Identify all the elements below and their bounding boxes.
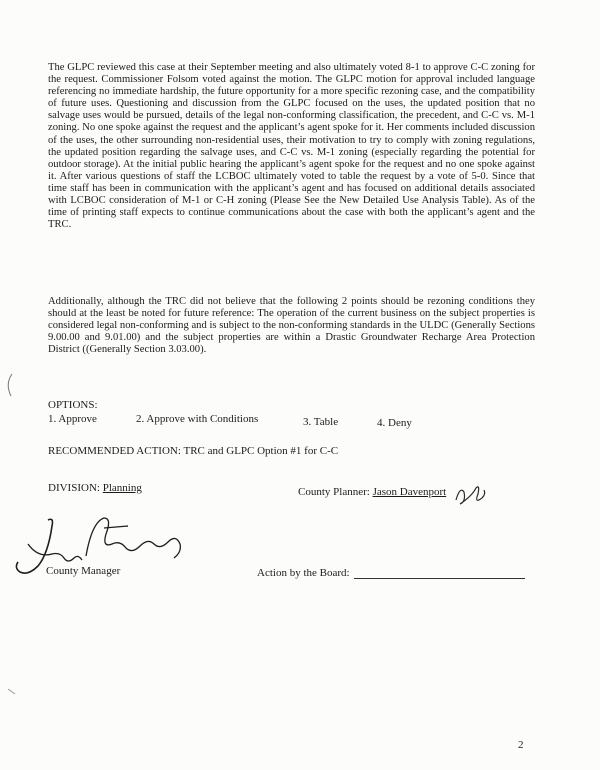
action-by-board-signature-line: [354, 565, 525, 579]
option-deny: 4. Deny: [377, 417, 412, 429]
action-by-board-label: Action by the Board:: [257, 567, 350, 579]
planner-line: [298, 486, 446, 499]
planner-label: County Planner:: [298, 486, 370, 498]
option-approve: 1. Approve: [48, 413, 97, 425]
margin-tick: [7, 688, 17, 696]
division-line: [48, 482, 142, 495]
page-number: 2: [518, 739, 524, 751]
option-approve-with-conditions: 2. Approve with Conditions: [136, 413, 259, 425]
division-value: Planning: [102, 482, 142, 494]
body-paragraph-2: Additionally, although the TRC did not believe that the following 2 points should be rezoning conditions they should at the least be noted for future reference: The operation of the current business on the subject properties is considered legal non-conforming and is subject to the non-conforming standards in the ULDC (Generally Sections 9.00.00 and 9.01.00) and the subject properties are within a Drastic Groundwater Recharge Area Protection District ((Generally Section 3.03.00).: [48, 296, 535, 356]
body-paragraph-1: The GLPC reviewed this case at their September meeting and also ultimately voted 8-1 to approve C-C zoning for the request. Commissioner Folsom voted against the motion. The GLPC motion for approval included language referencing no immediate hardship, the future opportunity for a more specific rezoning case, and the compatibility of future uses. Questioning and discussion from the GLPC focused on the uses, the updated position that no salvage uses would be pursued, details of the legal non-conforming classification, the precedent, and C-C vs. M-1 zoning. No one spoke against the request and the applicant’s agent spoke for it. Her comments included discussion of the uses, the other surrounding non-residential uses, their motivation to try to comply with zoning regulations, the updated position regarding the salvage uses, and C-C vs. M-1 zoning (especially regarding the potential for outdoor storage). At the initial public hearing the applicant’s agent spoke for the request and no one spoke against it. After various questions of staff the LCBOC ultimately voted to table the request by a vote of 5-0. Since that time staff has been in communication with the applicant’s agent and has focused on additional details associated with LCBOC consideration of M-1 or C-H zoning (Please See the New Detailed Use Analysis Table). As of the time of printing staff expects to continue communications about the case with both the applicant’s agent and the TRC.: [48, 62, 535, 231]
margin-mark: [4, 372, 14, 398]
county-manager-label: County Manager: [46, 565, 121, 577]
planner-value: Jason Davenport: [372, 486, 447, 498]
option-table: 3. Table: [303, 416, 339, 428]
planner-initials-signature: [452, 482, 488, 508]
division-label: DIVISION:: [48, 482, 100, 494]
recommended-action: RECOMMENDED ACTION: TRC and GLPC Option #1 for C-C: [48, 445, 339, 457]
options-heading: OPTIONS:: [48, 399, 98, 411]
